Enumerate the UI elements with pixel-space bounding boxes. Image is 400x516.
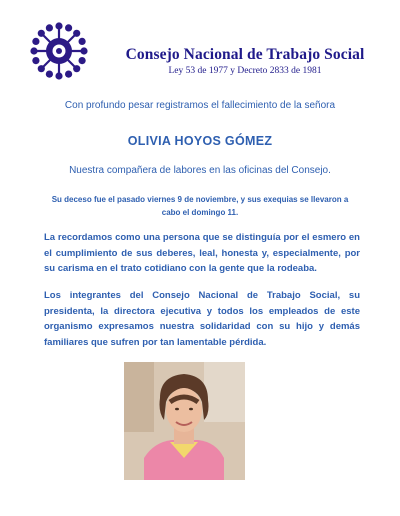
deceased-name: OLIVIA HOYOS GÓMEZ — [127, 134, 273, 148]
portrait-photo — [124, 362, 245, 480]
intro-text: Con profundo pesar registramos el fallecimiento de la señora — [64, 100, 336, 111]
role-text: Nuestra compañera de labores en las oficinas del Consejo. — [69, 165, 331, 176]
legal-reference: Ley 53 de 1977 y Decreto 2833 de 1981 — [168, 66, 322, 76]
paragraph-remembrance: La recordamos como una persona que se distinguía por el esmero en el cumplimiento de sus deberes, leal, honesta y, especialmente, por su carisma en el trato cotidiano con la gente que la rodeaba. — [44, 232, 360, 274]
council-logo — [28, 20, 90, 82]
funeral-text: Su deceso fue el pasado viernes 9 de noviembre, y sus exequias se llevaron a cabo el domingo 11. — [51, 195, 349, 217]
header-text — [96, 46, 394, 77]
paragraph-condolences: Los integrantes del Consejo Nacional de Trabajo Social, su presidenta, la directora ejecutiva y todos los empleados de este organismo expresamos nuestra solidaridad con su hijo y demás familiares que sufren por tan lamentable pérdida. — [44, 290, 360, 348]
org-name: Consejo Nacional de Trabajo Social — [125, 46, 365, 63]
